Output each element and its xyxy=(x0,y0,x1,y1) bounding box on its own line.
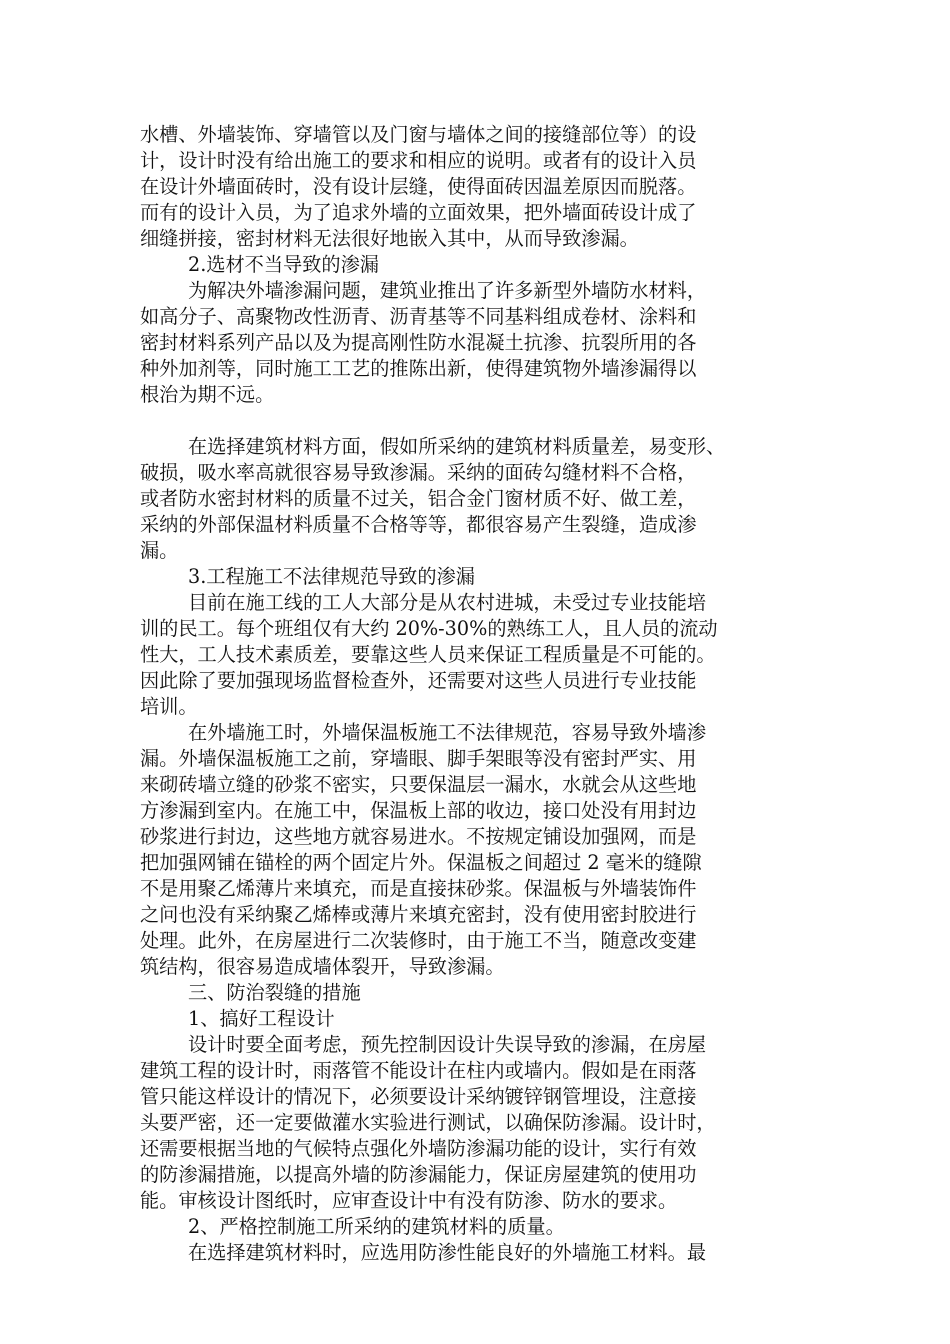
text-line: 管只能这样设计的情况下，必须要设计采纳镀锌钢管埋设，注意接 xyxy=(140,1085,697,1108)
section-heading: 2.选材不当导致的渗漏 xyxy=(188,253,379,276)
text-line: 方渗漏到室内。在施工中，保温板上部的收边，接口处没有用封边 xyxy=(140,799,697,822)
text-line: 破损，吸水率高就很容易导致渗漏。采纳的面砖勾缝材料不合格， xyxy=(140,461,697,484)
text-line: 的防渗漏措施，以提高外墙的防渗漏能力，保证房屋建筑的使用功 xyxy=(140,1163,697,1186)
text-line: 在外墙施工时，外墙保温板施工不法律规范，容易导致外墙渗 xyxy=(188,721,707,744)
section-heading: 3.工程施工不法律规范导致的渗漏 xyxy=(188,565,475,588)
document-page xyxy=(140,122,812,1266)
text-line: 训的民工。每个班组仅有大约 20%-30%的熟练工人，且人员的流动 xyxy=(140,617,718,640)
text-line: 密封材料系列产品以及为提高刚性防水混凝土抗渗、抗裂所用的各 xyxy=(140,331,697,354)
text-line: 能。审核设计图纸时，应审查设计中有没有防渗、防水的要求。 xyxy=(140,1189,678,1212)
text-line: 培训。 xyxy=(140,695,198,718)
text-line: 水槽、外墙装饰、穿墙管以及门窗与墙体之间的接缝部位等）的设 xyxy=(140,123,697,146)
text-line: 种外加剂等，同时施工工艺的推陈出新，使得建筑物外墙渗漏得以 xyxy=(140,357,697,380)
text-line: 来砌砖墙立缝的砂浆不密实，只要保温层一漏水，水就会从这些地 xyxy=(140,773,697,796)
subsection-heading: 2、严格控制施工所采纳的建筑材料的质量。 xyxy=(188,1215,565,1238)
text-line: 建筑工程的设计时，雨落管不能设计在柱内或墙内。假如是在雨落 xyxy=(140,1059,697,1082)
text-line: 处理。此外，在房屋进行二次装修时，由于施工不当，随意改变建 xyxy=(140,929,697,952)
text-line: 目前在施工线的工人大部分是从农村进城，未受过专业技能培 xyxy=(188,591,707,614)
text-line: 性大，工人技术素质差，要靠这些人员来保证工程质量是不可能的。 xyxy=(140,643,716,666)
text-line: 为解决外墙渗漏问题，建筑业推出了许多新型外墙防水材料， xyxy=(188,279,707,302)
text-line: 头要严密，还一定要做灌水实验进行测试，以确保防渗漏。设计时， xyxy=(140,1111,716,1134)
text-line: 漏。 xyxy=(140,539,179,562)
text-line: 在选择建筑材料时，应选用防渗性能良好的外墙施工材料。最 xyxy=(188,1241,707,1264)
text-line: 因此除了要加强现场监督检查外，还需要对这些人员进行专业技能 xyxy=(140,669,697,692)
text-line: 计，设计时没有给出施工的要求和相应的说明。或者有的设计入员 xyxy=(140,149,697,172)
text-line: 如高分子、高聚物改性沥青、沥青基等不同基料组成卷材、涂料和 xyxy=(140,305,697,328)
text-line: 在设计外墙面砖时，没有设计层缝，使得面砖因温差原因而脱落。 xyxy=(140,175,697,198)
text-line: 在选择建筑材料方面，假如所采纳的建筑材料质量差，易变形、 xyxy=(188,435,726,458)
text-line: 不是用聚乙烯薄片来填充，而是直接抹砂浆。保温板与外墙装饰件 xyxy=(140,877,697,900)
text-line: 筑结构，很容易造成墙体裂开，导致渗漏。 xyxy=(140,955,505,978)
blank-line xyxy=(140,408,812,434)
section-heading: 三、防治裂缝的措施 xyxy=(188,981,361,1004)
text-line: 或者防水密封材料的质量不过关，铝合金门窗材质不好、做工差， xyxy=(140,487,697,510)
text-line: 根治为期不远。 xyxy=(140,383,275,406)
text-line: 而有的设计入员，为了追求外墙的立面效果，把外墙面砖设计成了 xyxy=(140,201,697,224)
text-line: 把加强网铺在锚栓的两个固定片外。保温板之间超过 2 毫米的缝隙 xyxy=(140,851,702,874)
text-line: 细缝拼接，密封材料无法很好地嵌入其中，从而导致渗漏。 xyxy=(140,227,639,250)
text-line: 砂浆进行封边，这些地方就容易进水。不按规定铺设加强网，而是 xyxy=(140,825,697,848)
subsection-heading: 1、搞好工程设计 xyxy=(188,1007,335,1030)
text-line: 采纳的外部保温材料质量不合格等等，都很容易产生裂缝，造成渗 xyxy=(140,513,697,536)
text-line: 设计时要全面考虑，预先控制因设计失误导致的渗漏，在房屋 xyxy=(188,1033,707,1056)
text-line: 漏。外墙保温板施工之前，穿墙眼、脚手架眼等没有密封严实、用 xyxy=(140,747,697,770)
text-line: 还需要根据当地的气候特点强化外墙防渗漏功能的设计，实行有效 xyxy=(140,1137,697,1160)
text-line: 之问也没有采纳聚乙烯棒或薄片来填充密封，没有使用密封胶进行 xyxy=(140,903,697,926)
